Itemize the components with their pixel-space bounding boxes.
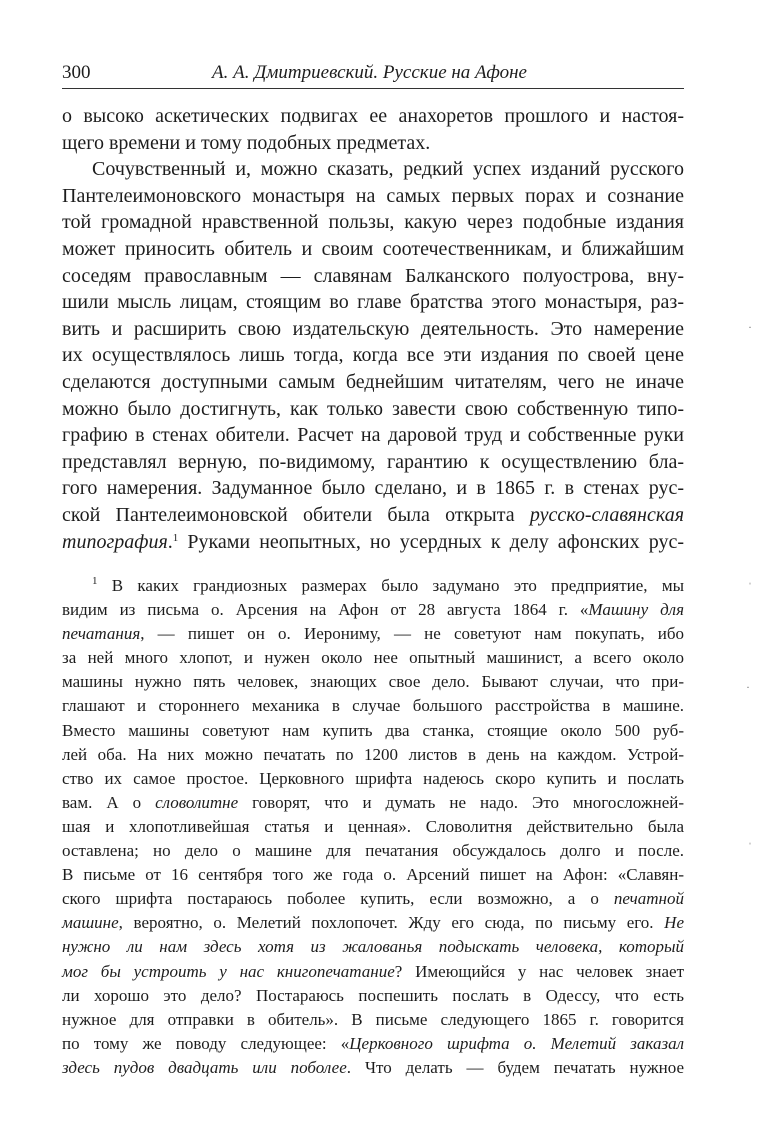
footnote-ref: 1 bbox=[172, 531, 179, 544]
footnote-line: Вместо машины советуют нам купить два станка, стоящие около 500 руб- bbox=[62, 720, 684, 740]
footnote-line: нужно ли нам здесь хотя из жалованья подыскать человека, который bbox=[62, 937, 684, 957]
footnote-line: В письме от 16 сентября того же года о. Арсений пишет на Афон: «Славян- bbox=[62, 865, 684, 885]
page-number: 300 bbox=[62, 62, 91, 83]
text-line: представлял верную, по-видимому, гарантию к осуществлению бла- bbox=[62, 450, 684, 473]
footnote-line: ли хорошо это дело? Постараюсь поспешить послать в Одессу, что есть bbox=[62, 985, 684, 1005]
footnote-line: за ней много хлопот, и нужен около нее опытный машинист, а всего около bbox=[62, 648, 684, 668]
footnote-line: по тому же поводу следующее: «Церковного шрифта о. Мелетий заказал bbox=[62, 1033, 685, 1053]
text-line: их осуществлялось лишь тогда, когда все эти издания по своей цене bbox=[62, 344, 684, 367]
running-title: А. А. Дмитриевский. Русские на Афоне bbox=[212, 62, 527, 83]
scan-speck: ˈ bbox=[748, 580, 752, 594]
footnote-mark: 1 bbox=[92, 575, 98, 587]
scan-speck: · bbox=[748, 320, 752, 334]
text-line: гого намерения. Задуманное было сделано, и в 1865 г. в стенах рус- bbox=[62, 477, 684, 500]
text-line: графию в стенах обители. Расчет на даровой труд и собственные руки bbox=[62, 424, 684, 447]
footnote-line: $^1$ В каких грандиозных размерах было задумано это предприятие, мы bbox=[92, 575, 684, 595]
text-line: типография.$^1$ Руками неопытных, но усердных к делу афонских рус- bbox=[62, 530, 684, 553]
text-line: той громадной нравственной пользы, какую через подобные издания bbox=[62, 211, 684, 234]
footnote-line: мог бы устроить у нас книгопечатание? Имеющийся у нас человек знает bbox=[62, 961, 684, 981]
text-line: может приносить обитель и своим соотечественникам, и ближайшим bbox=[62, 237, 684, 260]
scan-speck: · bbox=[746, 680, 750, 694]
main-text bbox=[62, 103, 684, 555]
text-line: Пантелеимоновского монастыря на самых первых порах и сознание bbox=[62, 184, 684, 207]
footnote-line: шая и хлопотливейшая статья и ценная». Словолитня действительно была bbox=[62, 816, 684, 836]
footnote-line: видим из письма о. Арсения на Афон от 28 августа 1864 г. «Машину для bbox=[62, 600, 684, 620]
footnote-line: машине, вероятно, о. Мелетий похлопочет. Жду его сюда, по письму его. Не bbox=[62, 913, 684, 933]
text-line: соседям православным — славянам Балканского полуострова, вну- bbox=[62, 264, 684, 287]
footnote-line: машины нужно пять человек, знающих свое дело. Бывают случаи, что при- bbox=[62, 672, 684, 692]
footnote-block bbox=[62, 574, 684, 1080]
footnote-line: ство их самое простое. Церковного шрифта надеюсь скоро купить и послать bbox=[62, 768, 684, 788]
running-header bbox=[62, 60, 684, 84]
text-line: можно было достигнуть, как только завести свою собственную типо- bbox=[62, 397, 684, 420]
footnote-line: ского шрифта постараюсь поболее купить, если возможно, а о печатной bbox=[62, 889, 684, 909]
footnote-line: печатания, — пишет он о. Иерониму, — не советуют нам покупать, ибо bbox=[62, 624, 684, 644]
text-line: о высоко аскетических подвигах ее анахоретов прошлого и настоя- bbox=[62, 105, 684, 127]
footnote-line: глашают и стороннего механика в случае большого расстройства в машине. bbox=[62, 696, 684, 716]
text-line: Сочувственный и, можно сказать, редкий успех изданий русского bbox=[92, 158, 684, 181]
scan-speck: ˈ bbox=[748, 840, 752, 854]
footnote-line: оставлена; но дело о машине для печатания обсуждалось долго и после. bbox=[62, 841, 684, 861]
footnote-line: здесь пудов двадцать или поболее. Что делать — будем печатать нужное bbox=[62, 1057, 684, 1077]
header-rule bbox=[62, 88, 684, 89]
footnote-line: нужное для отправки в обитель». В письме следующего 1865 г. говорится bbox=[62, 1009, 684, 1029]
text-line: шили мысль лицам, стоящим во главе братства этого монастыря, раз- bbox=[62, 291, 684, 314]
text-line: вить и расширить свою издательскую деятельность. Это намерение bbox=[62, 317, 684, 340]
text-line: сделаются доступными самым беднейшим читателям, чего не иначе bbox=[62, 370, 684, 393]
text-line: ской Пантелеимоновской обители была открыта русско-славянская bbox=[62, 503, 684, 526]
footnote-line: лей оба. На них можно печатать по 1200 листов в день на каждом. Устрой- bbox=[62, 744, 684, 764]
text-line: щего времени и тому подобных предметах. bbox=[62, 131, 431, 154]
footnote-line: вам. А о словолитне говорят, что и думать не надо. Это многосложней- bbox=[62, 792, 684, 812]
